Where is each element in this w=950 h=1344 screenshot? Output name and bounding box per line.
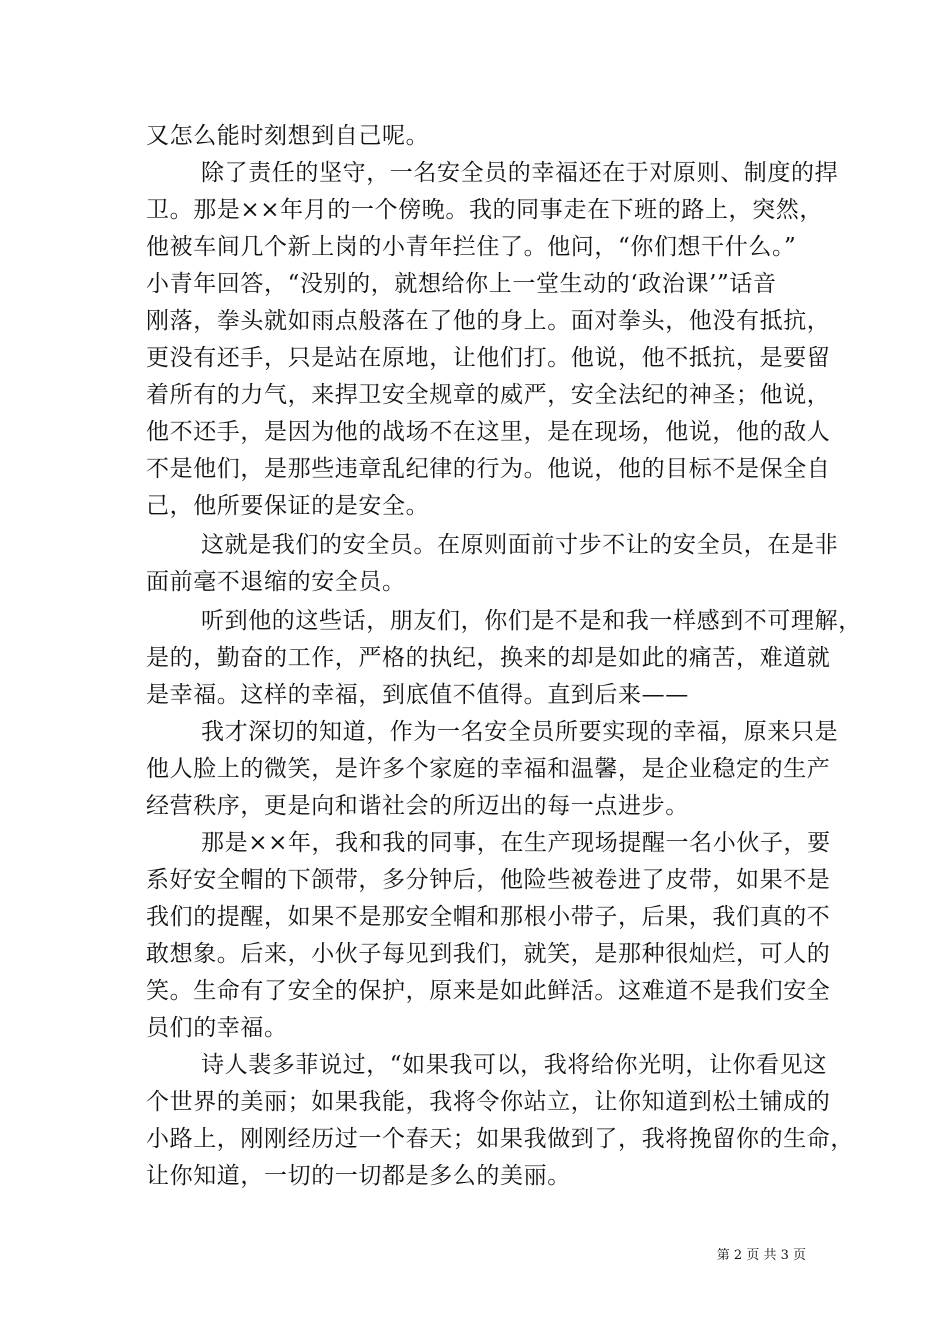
page-number: 第 2 页 共 3 页 <box>716 1248 806 1263</box>
text-line: 经营秩序，更是向和谐社会的所迈出的每一点进步。 <box>146 793 689 819</box>
text-line: 又怎么能时刻想到自己呢。 <box>146 123 430 149</box>
text-line: 着所有的力气，来捍卫安全规章的威严，安全法纪的神圣；他说， <box>146 382 831 408</box>
text-line: 刚落，拳头就如雨点般落在了他的身上。面对拳头，他没有抵抗， <box>146 308 831 334</box>
paragraph-first-line: 诗人裴多菲说过，“如果我可以，我将给你光明，让你看见这 <box>201 1052 827 1078</box>
text-line: 员们的幸福。 <box>146 1015 288 1041</box>
text-line: 己，他所要保证的是安全。 <box>146 493 430 519</box>
text-line: 是的，勤奋的工作，严格的执纪，换来的却是如此的痛苦，难道就 <box>146 645 831 671</box>
text-line: 系好安全帽的下颌带，多分钟后，他险些被卷进了皮带，如果不是 <box>146 867 831 893</box>
text-line: 是幸福。这样的幸福，到底值不值得。直到后来—— <box>146 682 689 708</box>
text-line: 他人脸上的微笑，是许多个家庭的幸福和温馨，是企业稳定的生产 <box>146 756 831 782</box>
text-line: 更没有还手，只是站在原地，让他们打。他说，他不抵抗，是要留 <box>146 345 831 371</box>
paragraph-first-line: 我才深切的知道，作为一名安全员所要实现的幸福，原来只是 <box>201 719 839 745</box>
text-line: 我们的提醒，如果不是那安全帽和那根小带子，后果，我们真的不 <box>146 904 831 930</box>
text-line: 卫。那是××年月的一个傍晚。我的同事走在下班的路上，突然， <box>146 197 823 223</box>
paragraph-first-line: 听到他的这些话，朋友们，你们是不是和我一样感到不可理解， <box>201 608 862 634</box>
paragraph-first-line: 那是××年，我和我的同事，在生产现场提醒一名小伙子，要 <box>201 830 831 856</box>
text-line: 小路上，刚刚经历过一个春天；如果我做到了，我将挽留你的生命， <box>146 1126 854 1152</box>
text-line: 他不还手，是因为他的战场不在这里，是在现场，他说，他的敌人 <box>146 419 831 445</box>
text-line: 个世界的美丽；如果我能，我将令你站立，让你知道到松土铺成的 <box>146 1089 831 1115</box>
text-line: 小青年回答，“没别的，就想给你上一堂生动的‘政治课’”话音 <box>146 271 777 297</box>
text-line: 他被车间几个新上岗的小青年拦住了。他问，“你们想干什么。” <box>146 234 797 260</box>
text-line: 敢想象。后来，小伙子每见到我们，就笑，是那种很灿烂，可人的 <box>146 941 831 967</box>
paragraph-first-line: 这就是我们的安全员。在原则面前寸步不让的安全员，在是非 <box>201 532 839 558</box>
text-line: 面前毫不退缩的安全员。 <box>146 569 406 595</box>
paragraph-first-line: 除了责任的坚守，一名安全员的幸福还在于对原则、制度的捍 <box>201 160 839 186</box>
text-line: 笑。生命有了安全的保护，原来是如此鲜活。这难道不是我们安全 <box>146 978 831 1004</box>
text-line: 不是他们，是那些违章乱纪律的行为。他说，他的目标不是保全自 <box>146 456 831 482</box>
text-line: 让你知道，一切的一切都是多么的美丽。 <box>146 1163 571 1189</box>
